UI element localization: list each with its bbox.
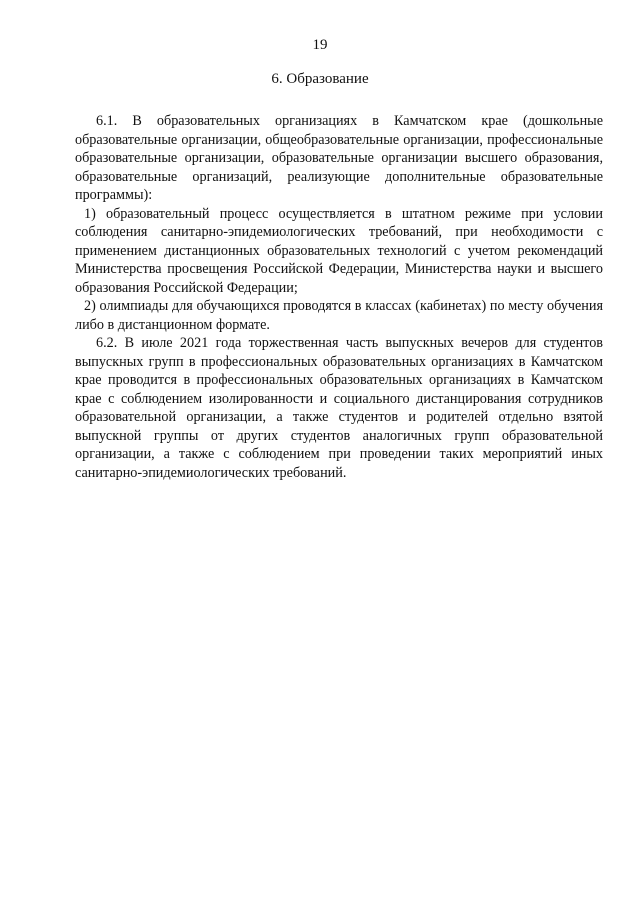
section-title: 6. Образование — [271, 71, 369, 87]
section-body — [75, 112, 603, 482]
paragraph-6-1-item-1: 1) образовательный процесс осуществляется в штатном режиме при условии соблюдения санитарно-эпидемиологических требований, при необходимости с применением дистанционных образовательных технологий с учетом рекомендаций Министерства просвещения Российской Федерации, Министерства науки и высшего образования Российской Федерации; — [75, 205, 603, 296]
page-number: 19 — [312, 37, 328, 53]
paragraph-6-1: 6.1. В образовательных организациях в Камчатском крае (дошкольные образовательные организации, общеобразовательные организации, профессиональные образовательные организации, образовательные организации высшего образования, образовательные организаций, реализующие дополнительные образовательные программы): — [75, 113, 603, 203]
paragraph-6-1-item-2: 2) олимпиады для обучающихся проводятся в классах (кабинетах) по месту обучения либо в дистанционном формате. — [75, 298, 603, 333]
paragraph-6-2: 6.2. В июле 2021 года торжественная часть выпускных вечеров для студентов выпускных групп в профессиональных образовательных организациях в Камчатском крае проводится в профессиональных образовательных организациях в Камчатском крае с соблюдением изолированности и социального дистанцирования сотрудников образовательной организации, а также студентов и родителей отдельно взятой выпускной группы от других студентов аналогичных групп образовательной организации, а также с соблюдением при проведении таких мероприятий иных санитарно-эпидемиологических требований. — [75, 335, 603, 481]
